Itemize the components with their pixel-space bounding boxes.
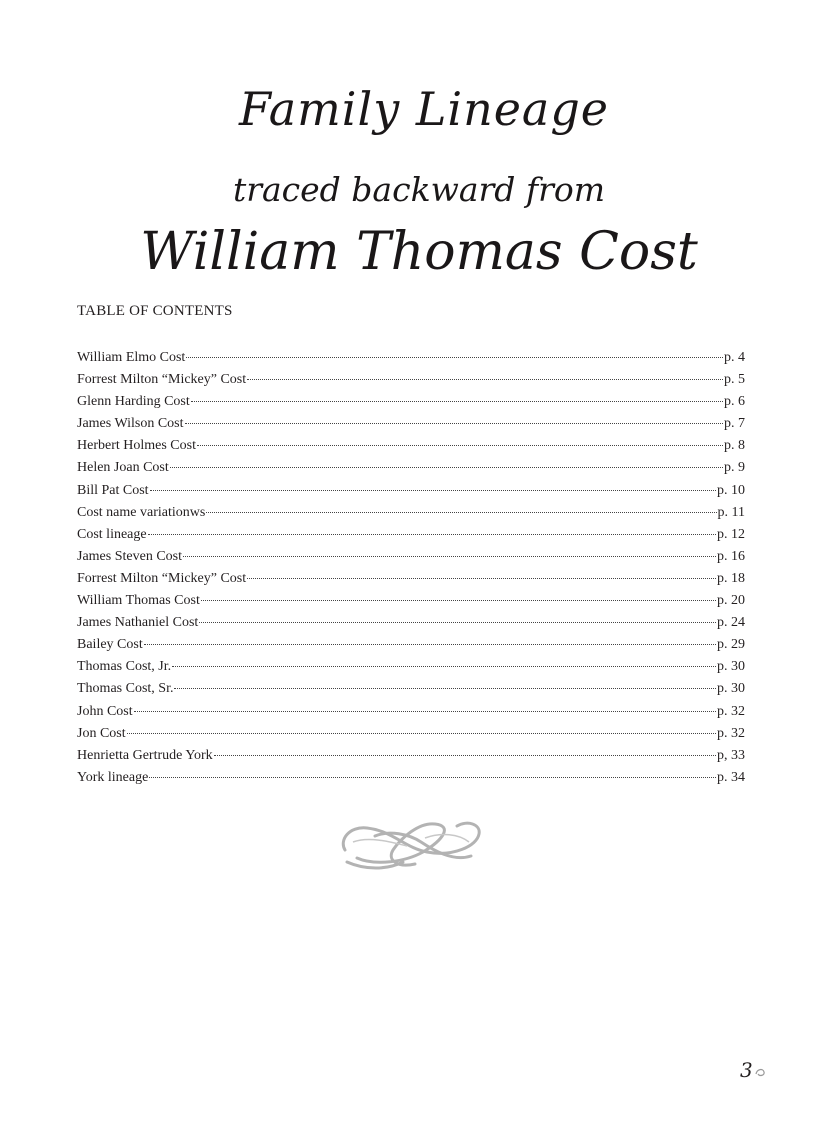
toc-entry xyxy=(77,502,745,524)
page-number: 3 xyxy=(740,1058,753,1082)
toc-dot-leader xyxy=(201,600,716,601)
title-block xyxy=(0,0,818,290)
toc-entry xyxy=(77,723,745,745)
toc-entry xyxy=(77,612,745,634)
title-line-person-name: William Thomas Cost xyxy=(140,222,698,282)
toc-entry-name: William Thomas Cost xyxy=(77,593,200,609)
toc-dot-leader xyxy=(214,755,716,756)
toc-dot-leader xyxy=(206,512,716,513)
toc-dot-leader xyxy=(197,445,723,446)
toc-entry-page: p. 29 xyxy=(717,637,745,653)
toc-entry-page: p. 30 xyxy=(717,659,745,675)
toc-heading: TABLE OF CONTENTS xyxy=(77,303,233,319)
toc-entry-page: p. 30 xyxy=(717,681,745,697)
toc-entry-page: p. 9 xyxy=(724,460,745,476)
toc-entry-name: Bill Pat Cost xyxy=(77,482,149,498)
toc-entry-name: Bailey Cost xyxy=(77,637,143,653)
toc-entry-page: p, 33 xyxy=(717,747,745,763)
toc-dot-leader xyxy=(127,733,716,734)
toc-dot-leader xyxy=(183,556,716,557)
toc-entry-page: p. 24 xyxy=(717,615,745,631)
toc-entry-page: p. 11 xyxy=(717,504,745,520)
toc-entry xyxy=(77,745,745,767)
toc-dot-leader xyxy=(170,467,723,468)
toc-entry xyxy=(77,457,745,479)
toc-entry-name: Jon Cost xyxy=(77,725,126,741)
toc-entry-page: p. 34 xyxy=(717,769,745,785)
toc-entry-name: James Steven Cost xyxy=(77,548,182,564)
toc-entry xyxy=(77,568,745,590)
toc-entry-page: p. 20 xyxy=(717,593,745,609)
toc-entry xyxy=(77,590,745,612)
toc-entry-name: Herbert Holmes Cost xyxy=(77,438,196,454)
toc-entry-name: William Elmo Cost xyxy=(77,350,186,365)
toc-entry-name: Forrest Milton “Mickey” Cost xyxy=(77,372,247,388)
toc-entry xyxy=(77,656,745,678)
toc-entry xyxy=(77,480,745,502)
toc-entry xyxy=(77,634,745,656)
toc-entry-name: Thomas Cost, Jr. xyxy=(77,659,172,675)
toc-dot-leader xyxy=(186,357,723,358)
toc-entry-name: Thomas Cost, Sr. xyxy=(77,681,174,697)
toc-entry xyxy=(77,347,745,369)
toc-entry xyxy=(77,678,745,700)
toc-entry-name: James Nathaniel Cost xyxy=(77,615,199,631)
toc-entry xyxy=(77,546,745,568)
toc-entry-name: Cost lineage xyxy=(77,526,147,542)
toc-list xyxy=(77,347,745,789)
toc-entry-name: Helen Joan Cost xyxy=(77,460,169,476)
toc-entry-name: James Wilson Cost xyxy=(77,416,184,432)
title-line-traced-backward: traced backward from xyxy=(232,170,606,209)
toc-entry-page: p. 32 xyxy=(717,703,745,719)
toc-dot-leader xyxy=(134,711,716,712)
toc-entry-name: Glenn Harding Cost xyxy=(77,394,190,410)
toc-entry-page: p. 32 xyxy=(717,725,745,741)
toc-entry-page: p. 7 xyxy=(724,416,745,432)
toc-entry xyxy=(77,413,745,435)
toc-entry-name: John Cost xyxy=(77,703,133,719)
toc-entry xyxy=(77,369,745,391)
toc-entry xyxy=(77,391,745,413)
toc-entry-page: p. 8 xyxy=(724,438,745,454)
toc-dot-leader xyxy=(144,644,716,645)
toc-dot-leader xyxy=(150,490,716,491)
page-flourish-icon xyxy=(754,1066,766,1078)
toc-entry-page: p. 4 xyxy=(724,350,745,365)
toc-dot-leader xyxy=(148,534,716,535)
toc-entry-page: p. 10 xyxy=(717,482,745,498)
toc-dot-leader xyxy=(247,578,716,579)
toc-dot-leader xyxy=(247,379,723,380)
toc-entry-page: p. 12 xyxy=(717,526,745,542)
toc-entry-page: p. 5 xyxy=(724,372,745,388)
flourish-ornament-icon xyxy=(335,812,485,872)
toc-dot-leader xyxy=(191,401,723,402)
toc-entry-page: p. 18 xyxy=(717,570,745,586)
toc-dot-leader xyxy=(174,688,716,689)
title-line-family-lineage: Family Lineage xyxy=(238,82,610,136)
toc-entry-page: p. 16 xyxy=(717,548,745,564)
toc-entry xyxy=(77,767,745,789)
toc-dot-leader xyxy=(185,423,723,424)
toc-dot-leader xyxy=(172,666,716,667)
toc-entry xyxy=(77,701,745,723)
toc-entry-name: Henrietta Gertrude York xyxy=(77,747,213,763)
toc-dot-leader xyxy=(149,777,716,778)
toc-entry xyxy=(77,524,745,546)
toc-entry-name: Forrest Milton “Mickey” Cost xyxy=(77,570,247,586)
toc-entry xyxy=(77,435,745,457)
toc-dot-leader xyxy=(199,622,716,623)
toc-entry-name: York lineage xyxy=(77,769,149,785)
toc-entry-name: Cost name variationws xyxy=(77,504,206,520)
toc-entry-page: p. 6 xyxy=(724,394,745,410)
